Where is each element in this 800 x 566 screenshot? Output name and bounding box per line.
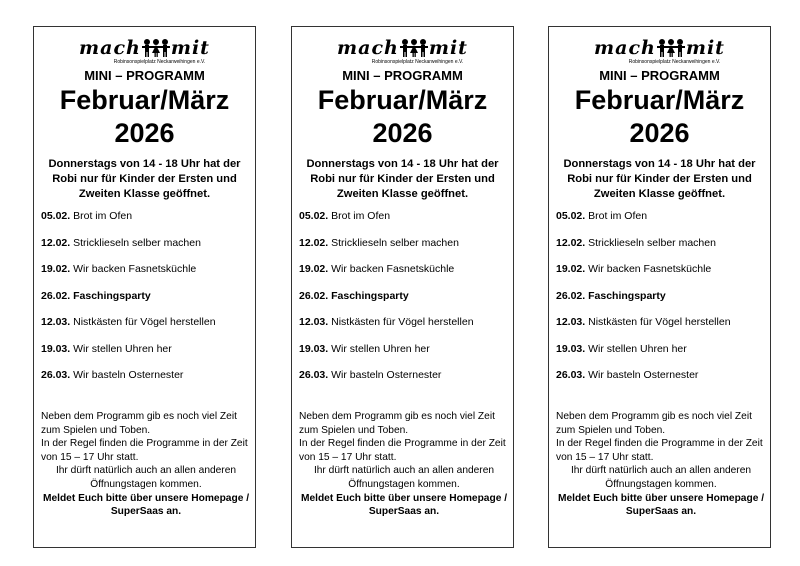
program-label: MINI – PROGRAMM	[599, 68, 720, 83]
event-list	[556, 209, 764, 395]
event-item	[299, 262, 507, 289]
event-title: Faschingsparty	[331, 289, 409, 302]
event-date: 19.03.	[41, 342, 71, 355]
event-item	[41, 262, 249, 289]
logo-subtitle: Robinsonspielplatz Neckarweihingen e.V.	[113, 59, 206, 65]
footer-para-1: Neben dem Programm gib es noch viel Zeit zum Spielen und Toben.	[41, 411, 237, 436]
year-title: 2026	[114, 118, 175, 148]
event-title: Wir basteln Osternester	[588, 369, 699, 381]
event-title: Faschingsparty	[73, 289, 151, 302]
event-date: 26.03.	[556, 369, 586, 381]
logo-text-right: mit	[685, 37, 725, 59]
event-item	[556, 236, 764, 263]
event-date: 19.02.	[556, 263, 586, 275]
footer-registration-note: Meldet Euch bitte über unsere Homepage / SuperSaas an.	[557, 492, 765, 518]
machmit-logo	[292, 38, 513, 68]
logo-text-left: mach	[337, 37, 399, 59]
event-item	[41, 209, 249, 236]
event-item	[41, 289, 249, 316]
event-title: Nistkästen für Vögel herstellen	[73, 316, 216, 328]
machmit-logo	[34, 38, 255, 68]
event-date: 12.03.	[299, 316, 329, 328]
footer-para-2: In der Regel finden die Programme in der Zeit von 15 – 17 Uhr statt.	[299, 438, 506, 463]
event-title: Faschingsparty	[588, 289, 666, 302]
event-title: Wir backen Fasnetsküchle	[588, 263, 712, 275]
event-title: Brot im Ofen	[588, 210, 648, 222]
flyer-2	[291, 26, 514, 548]
event-date: 19.02.	[41, 263, 71, 275]
event-title: Nistkästen für Vögel herstellen	[331, 316, 474, 328]
month-title: Februar/März	[317, 85, 488, 115]
event-date: 26.03.	[41, 369, 71, 381]
event-list	[41, 209, 249, 395]
event-title: Stricklieseln selber machen	[331, 236, 459, 249]
footer-para-3: Ihr dürft natürlich auch an allen anderen Öffnungstagen kommen.	[313, 465, 495, 490]
footer-text	[556, 410, 766, 519]
footer-text	[299, 410, 509, 519]
event-list	[299, 209, 507, 395]
event-item	[556, 368, 764, 395]
event-date: 05.02.	[556, 210, 586, 222]
logo-text-right: mit	[170, 37, 210, 59]
event-date: 26.03.	[299, 369, 329, 381]
event-date: 26.02.	[41, 289, 71, 302]
footer-para-2: In der Regel finden die Programme in der Zeit von 15 – 17 Uhr statt.	[41, 438, 248, 463]
event-date: 26.02.	[299, 289, 329, 302]
program-label: MINI – PROGRAMM	[342, 68, 463, 83]
machmit-logo	[549, 38, 770, 68]
footer-para-2: In der Regel finden die Programme in der Zeit von 15 – 17 Uhr statt.	[556, 438, 763, 463]
event-title: Wir stellen Uhren her	[331, 342, 430, 355]
event-title: Stricklieseln selber machen	[73, 236, 201, 249]
flyer-3	[548, 26, 771, 548]
event-date: 12.03.	[556, 316, 586, 328]
event-title: Stricklieseln selber machen	[588, 236, 716, 249]
event-item	[41, 236, 249, 263]
footer-para-3: Ihr dürft natürlich auch an allen anderen Öffnungstagen kommen.	[570, 465, 752, 490]
event-item	[41, 315, 249, 342]
event-date: 12.03.	[41, 316, 71, 328]
event-item	[556, 342, 764, 369]
event-date: 19.03.	[299, 342, 329, 355]
event-item	[556, 209, 764, 236]
children-figures-icon	[400, 38, 428, 58]
children-figures-icon	[657, 38, 685, 58]
footer-para-1: Neben dem Programm gib es noch viel Zeit zum Spielen und Toben.	[556, 411, 752, 436]
logo-subtitle: Robinsonspielplatz Neckarweihingen e.V.	[628, 59, 721, 65]
intro-text: Donnerstags von 14 - 18 Uhr hat der Robi nur für Kinder der Ersten und Zweiten Klasse geöffnet.	[306, 158, 499, 200]
event-item	[299, 315, 507, 342]
event-title: Wir backen Fasnetsküchle	[73, 263, 197, 275]
event-date: 12.02.	[299, 236, 329, 249]
event-date: 12.02.	[556, 236, 586, 249]
event-date: 26.02.	[556, 289, 586, 302]
children-figures-icon	[142, 38, 170, 58]
event-title: Wir stellen Uhren her	[73, 342, 172, 355]
event-item	[556, 289, 764, 316]
logo-text-left: mach	[594, 37, 656, 59]
event-title: Wir basteln Osternester	[73, 369, 184, 381]
intro-text: Donnerstags von 14 - 18 Uhr hat der Robi nur für Kinder der Ersten und Zweiten Klasse geöffnet.	[48, 158, 241, 200]
footer-text	[41, 410, 251, 519]
event-title: Wir stellen Uhren her	[588, 342, 687, 355]
year-title: 2026	[372, 118, 433, 148]
event-item	[41, 368, 249, 395]
event-item	[299, 368, 507, 395]
event-title: Brot im Ofen	[331, 210, 391, 222]
event-date: 19.02.	[299, 263, 329, 275]
flyer-1	[33, 26, 256, 548]
event-item	[556, 315, 764, 342]
event-item	[556, 262, 764, 289]
month-title: Februar/März	[59, 85, 230, 115]
footer-registration-note: Meldet Euch bitte über unsere Homepage / SuperSaas an.	[300, 492, 508, 518]
logo-text-left: mach	[79, 37, 141, 59]
footer-para-3: Ihr dürft natürlich auch an allen anderen Öffnungstagen kommen.	[55, 465, 237, 490]
footer-para-1: Neben dem Programm gib es noch viel Zeit zum Spielen und Toben.	[299, 411, 495, 436]
event-date: 12.02.	[41, 236, 71, 249]
event-title: Wir basteln Osternester	[331, 369, 442, 381]
event-item	[41, 342, 249, 369]
event-item	[299, 209, 507, 236]
event-date: 19.03.	[556, 342, 586, 355]
logo-text-right: mit	[428, 37, 468, 59]
event-title: Nistkästen für Vögel herstellen	[588, 316, 731, 328]
event-item	[299, 236, 507, 263]
intro-text: Donnerstags von 14 - 18 Uhr hat der Robi nur für Kinder der Ersten und Zweiten Klasse geöffnet.	[563, 158, 756, 200]
event-item	[299, 289, 507, 316]
event-item	[299, 342, 507, 369]
event-title: Wir backen Fasnetsküchle	[331, 263, 455, 275]
event-date: 05.02.	[41, 210, 71, 222]
footer-registration-note: Meldet Euch bitte über unsere Homepage / SuperSaas an.	[42, 492, 250, 518]
event-date: 05.02.	[299, 210, 329, 222]
program-label: MINI – PROGRAMM	[84, 68, 205, 83]
month-title: Februar/März	[574, 85, 745, 115]
year-title: 2026	[629, 118, 690, 148]
event-title: Brot im Ofen	[73, 210, 133, 222]
logo-subtitle: Robinsonspielplatz Neckarweihingen e.V.	[371, 59, 464, 65]
